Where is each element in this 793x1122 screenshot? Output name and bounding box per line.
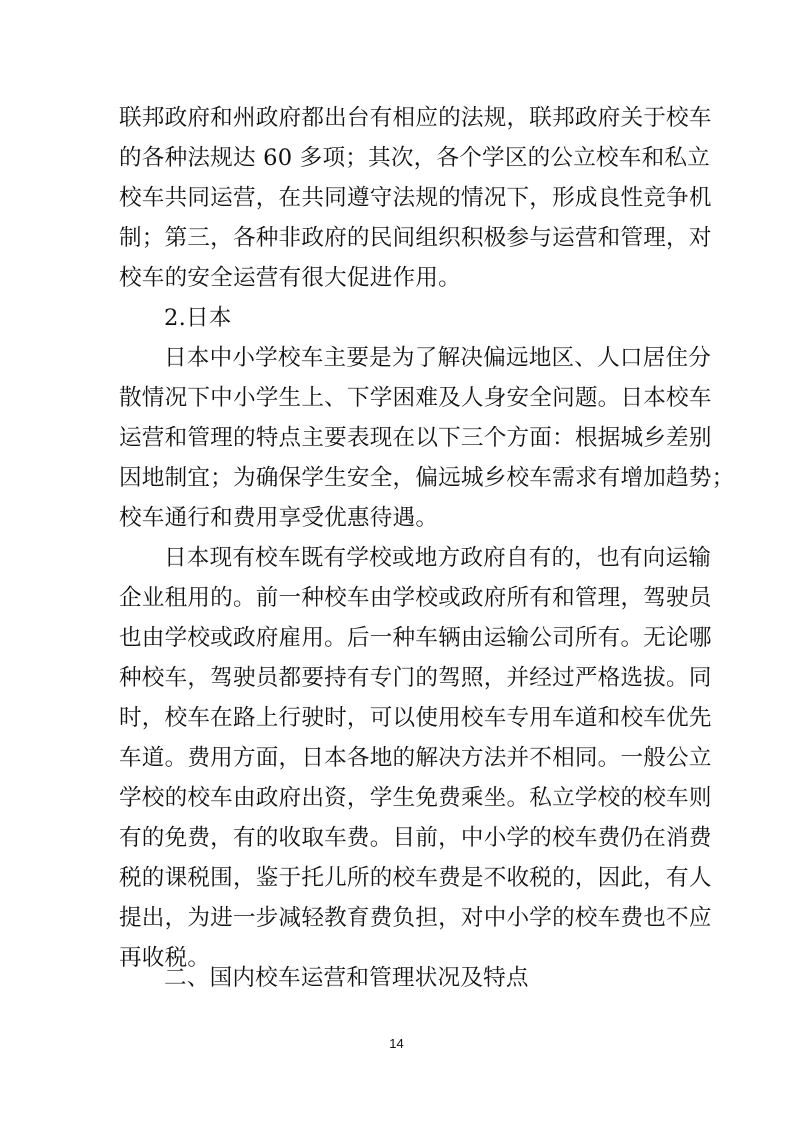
paragraph-2-line-2: 散情况下中小学生上、下学困难及人身安全问题。日本校车 [119, 385, 712, 411]
paragraph-3-line-4: 种校车，驾驶员都要持有专门的驾照，并经过严格选拔。同 [119, 665, 712, 691]
paragraph-2-line-1: 日本中小学校车主要是为了解决偏远地区、人口居住分 [164, 345, 712, 371]
paragraph-1-line-1: 联邦政府和州政府都出台有相应的法规，联邦政府关于校车 [119, 105, 712, 131]
section-heading: 2.日本 [164, 305, 232, 331]
paragraph-3-line-10: 提出，为进一步减轻教育费负担，对中小学的校车费也不应 [119, 905, 712, 931]
paragraph-3-line-6: 车道。费用方面，日本各地的解决方法并不相同。一般公立 [119, 745, 712, 771]
page-number: 14 [389, 1036, 404, 1051]
paragraph-1-line-2: 的各种法规达 60 多项；其次，各个学区的公立校车和私立 [119, 145, 710, 171]
paragraph-3-line-5: 时，校车在路上行驶时，可以使用校车专用车道和校车优先 [119, 705, 712, 731]
paragraph-3-line-2: 企业租用的。前一种校车由学校或政府所有和管理，驾驶员 [119, 585, 712, 611]
paragraph-3-line-8: 有的免费，有的收取车费。目前，中小学的校车费仍在消费 [119, 825, 712, 851]
paragraph-2-line-5: 校车通行和费用享受优惠待遇。 [119, 505, 439, 531]
paragraph-3-line-7: 学校的校车由政府出资，学生免费乘坐。私立学校的校车则 [119, 785, 712, 811]
paragraph-2-line-4: 因地制宜；为确保学生安全，偏远城乡校车需求有增加趋势； [119, 465, 735, 491]
paragraph-3-line-11: 再收税。 [119, 945, 211, 971]
chapter-heading: 二、国内校车运营和管理状况及特点 [164, 965, 529, 991]
paragraph-3-line-1: 日本现有校车既有学校或地方政府自有的，也有向运输 [164, 545, 712, 571]
paragraph-1-line-5: 校车的安全运营有很大促进作用。 [119, 265, 461, 291]
paragraph-1-line-3: 校车共同运营，在共同遵守法规的情况下，形成良性竞争机 [119, 185, 712, 211]
paragraph-1-line-4: 制；第三，各种非政府的民间组织积极参与运营和管理，对 [119, 225, 712, 251]
paragraph-2-line-3: 运营和管理的特点主要表现在以下三个方面：根据城乡差别 [119, 425, 712, 451]
paragraph-3-line-9: 税的课税围，鉴于托儿所的校车费是不收税的，因此，有人 [119, 865, 712, 891]
paragraph-3-line-3: 也由学校或政府雇用。后一种车辆由运输公司所有。无论哪 [119, 625, 712, 651]
